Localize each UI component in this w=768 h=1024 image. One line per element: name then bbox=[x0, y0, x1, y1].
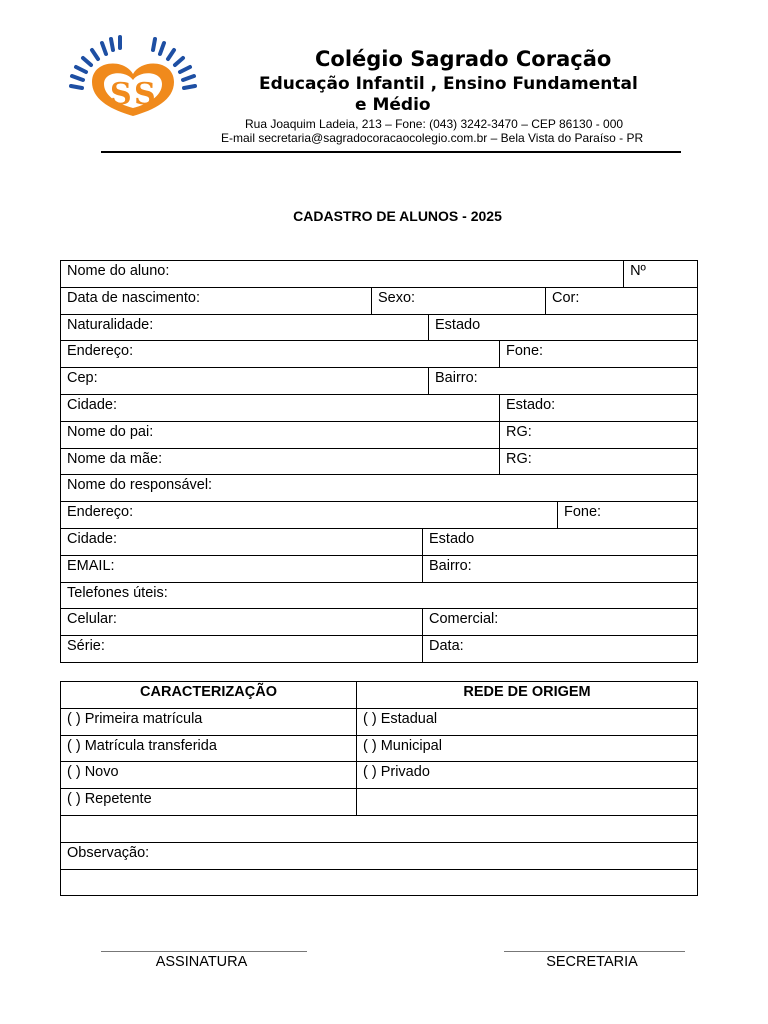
rede-origem-header: REDE DE ORIGEM bbox=[357, 682, 698, 709]
school-name: Colégio Sagrado Coração bbox=[315, 47, 612, 71]
table-row bbox=[61, 869, 698, 896]
table-row bbox=[61, 789, 698, 816]
empty-cell bbox=[357, 789, 698, 816]
email-field[interactable]: EMAIL: bbox=[61, 555, 423, 582]
cep-field[interactable]: Cep: bbox=[61, 368, 429, 395]
endereco-responsavel-field[interactable]: Endereço: bbox=[61, 502, 558, 529]
table-row bbox=[61, 762, 698, 789]
bairro-field[interactable]: Bairro: bbox=[429, 368, 698, 395]
telefones-uteis-field[interactable]: Telefones úteis: bbox=[61, 582, 698, 609]
bairro-responsavel-field[interactable]: Bairro: bbox=[423, 555, 698, 582]
nome-pai-field[interactable]: Nome do pai: bbox=[61, 421, 500, 448]
cor-field[interactable]: Cor: bbox=[546, 287, 698, 314]
table-row bbox=[61, 528, 698, 555]
table-row bbox=[61, 609, 698, 636]
school-subtitle: Educação Infantil , Ensino Fundamental bbox=[259, 74, 638, 94]
table-row bbox=[61, 502, 698, 529]
nome-aluno-field[interactable]: Nome do aluno: bbox=[61, 261, 624, 288]
data-nascimento-field[interactable]: Data de nascimento: bbox=[61, 287, 372, 314]
table-row bbox=[61, 261, 698, 288]
caracterizacao-header: CARACTERIZAÇÃO bbox=[61, 682, 357, 709]
serie-field[interactable]: Série: bbox=[61, 636, 423, 663]
endereco-field[interactable]: Endereço: bbox=[61, 341, 500, 368]
table-row bbox=[61, 368, 698, 395]
assinatura-label: ASSINATURA bbox=[155, 954, 248, 970]
rg-mae-field[interactable]: RG: bbox=[500, 448, 698, 475]
numero-field[interactable]: Nº bbox=[624, 261, 698, 288]
table-row bbox=[61, 555, 698, 582]
table-row bbox=[61, 314, 698, 341]
header-divider bbox=[101, 151, 681, 153]
estado-field[interactable]: Estado: bbox=[500, 394, 698, 421]
svg-text:S: S bbox=[134, 77, 156, 112]
table-row bbox=[61, 682, 698, 709]
nome-responsavel-field[interactable]: Nome do responsável: bbox=[61, 475, 698, 502]
school-email: E-mail secretaria@sagradocoracaocolegio.com.br – Bela Vista do Paraíso - PR bbox=[221, 131, 644, 145]
table-row bbox=[61, 582, 698, 609]
svg-text:S: S bbox=[110, 77, 132, 112]
cidade-field[interactable]: Cidade: bbox=[61, 394, 500, 421]
comercial-field[interactable]: Comercial: bbox=[423, 609, 698, 636]
primeira-matricula-checkbox[interactable]: ( ) Primeira matrícula bbox=[61, 708, 357, 735]
nome-mae-field[interactable]: Nome da mãe: bbox=[61, 448, 500, 475]
table-row bbox=[61, 421, 698, 448]
privado-checkbox[interactable]: ( ) Privado bbox=[357, 762, 698, 789]
table-row bbox=[61, 636, 698, 663]
origin-table bbox=[60, 681, 698, 896]
form-title: CADASTRO DE ALUNOS - 2025 bbox=[293, 208, 502, 224]
celular-field[interactable]: Celular: bbox=[61, 609, 423, 636]
rg-pai-field[interactable]: RG: bbox=[500, 421, 698, 448]
secretaria-line bbox=[504, 951, 685, 952]
table-row bbox=[61, 735, 698, 762]
school-address: Rua Joaquim Ladeia, 213 – Fone: (043) 3242-3470 – CEP 86130 - 000 bbox=[245, 117, 624, 131]
sexo-field[interactable]: Sexo: bbox=[372, 287, 546, 314]
table-row bbox=[61, 341, 698, 368]
novo-checkbox[interactable]: ( ) Novo bbox=[61, 762, 357, 789]
table-row bbox=[61, 475, 698, 502]
cidade-responsavel-field[interactable]: Cidade: bbox=[61, 528, 423, 555]
data-field[interactable]: Data: bbox=[423, 636, 698, 663]
assinatura-line bbox=[101, 951, 307, 952]
repetente-checkbox[interactable]: ( ) Repetente bbox=[61, 789, 357, 816]
table-row bbox=[61, 287, 698, 314]
estado-naturalidade-field[interactable]: Estado bbox=[429, 314, 698, 341]
school-logo bbox=[62, 34, 210, 118]
matricula-transferida-checkbox[interactable]: ( ) Matrícula transferida bbox=[61, 735, 357, 762]
fone-responsavel-field[interactable]: Fone: bbox=[558, 502, 698, 529]
student-registration-table bbox=[60, 260, 698, 663]
naturalidade-field[interactable]: Naturalidade: bbox=[61, 314, 429, 341]
table-row bbox=[61, 842, 698, 869]
fone-field[interactable]: Fone: bbox=[500, 341, 698, 368]
estado-responsavel-field[interactable]: Estado bbox=[423, 528, 698, 555]
table-row bbox=[61, 815, 698, 842]
table-row bbox=[61, 708, 698, 735]
blank-row[interactable] bbox=[61, 815, 698, 842]
secretaria-label: SECRETARIA bbox=[546, 954, 638, 970]
estadual-checkbox[interactable]: ( ) Estadual bbox=[357, 708, 698, 735]
observacao-label: Observação: bbox=[61, 842, 698, 869]
observacao-field[interactable] bbox=[61, 869, 698, 896]
municipal-checkbox[interactable]: ( ) Municipal bbox=[357, 735, 698, 762]
school-subtitle-continued: e Médio bbox=[355, 95, 431, 115]
table-row bbox=[61, 448, 698, 475]
table-row bbox=[61, 394, 698, 421]
